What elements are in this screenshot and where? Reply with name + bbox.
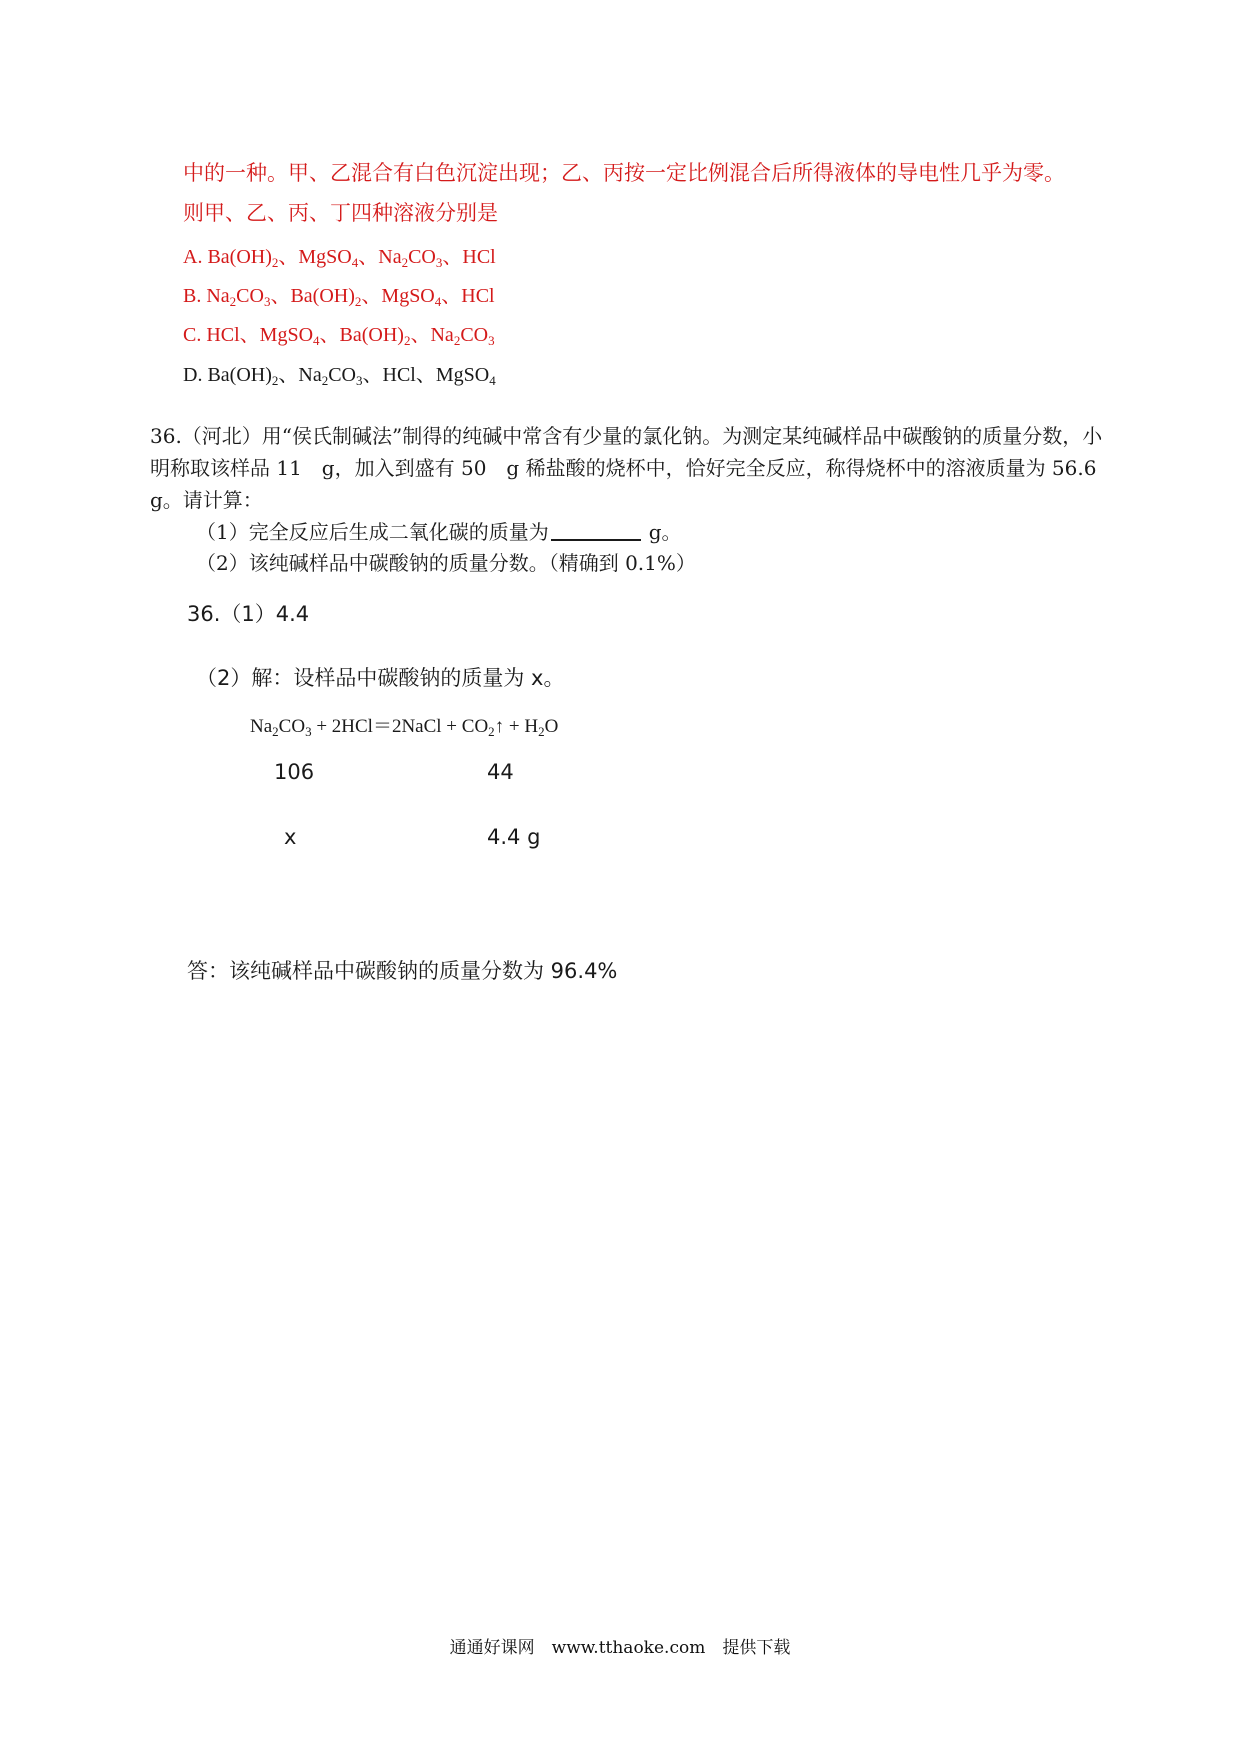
option-a bbox=[183, 240, 496, 269]
subscript: 3 bbox=[263, 294, 271, 309]
formula-text: 、MgSO bbox=[361, 285, 435, 307]
formula-text: Na bbox=[250, 716, 273, 737]
question-35-text-line-1: 中的一种。甲、乙混合有白色沉淀出现；乙、丙按一定比例混合后所得液体的导电性几乎为零。 bbox=[183, 161, 1065, 185]
ratio-bottom-left: x bbox=[284, 825, 297, 849]
ratio-bottom-right: 4.4 g bbox=[487, 825, 541, 849]
subscript: 2 bbox=[488, 724, 495, 739]
formula-text: 、Ba(OH) bbox=[270, 285, 355, 307]
option-label: D. bbox=[183, 364, 208, 386]
formula-text: 、Na bbox=[358, 246, 402, 268]
formula-text: Ba(OH) bbox=[207, 364, 272, 386]
subscript: 2 bbox=[271, 373, 279, 388]
formula-text: Na bbox=[206, 285, 230, 307]
question-36-part-1 bbox=[196, 519, 682, 545]
formula-text: CO bbox=[328, 364, 357, 386]
question-36-part-1-text: （1）完全反应后生成二氧化碳的质量为 bbox=[196, 520, 549, 544]
option-c bbox=[183, 318, 495, 347]
option-label: A. bbox=[183, 246, 208, 268]
subscript: 4 bbox=[313, 333, 320, 348]
chemical-equation bbox=[250, 711, 558, 738]
option-d bbox=[183, 358, 496, 387]
subscript: 2 bbox=[453, 333, 461, 348]
answer-part-2-intro: （2）解：设样品中碳酸钠的质量为 x。 bbox=[196, 666, 565, 690]
formula-text: HCl、MgSO bbox=[206, 324, 314, 346]
subscript: 2 bbox=[401, 255, 409, 270]
subscript: 2 bbox=[403, 333, 411, 348]
ratio-top-right: 44 bbox=[487, 760, 514, 784]
question-36-stem: 36.（河北）用“侯氏制碱法”制得的纯碱中常含有少量的氯化钠。为测定某纯碱样品中碳酸钠的质量分数，小明称取该样品 11 g，加入到盛有 50 g 稀盐酸的烧杯中，恰好完全反应，称得烧杯中的溶液质量为 56.6 g。请计算： bbox=[150, 424, 1117, 512]
formula-text: CO bbox=[236, 285, 264, 307]
subscript: 4 bbox=[489, 373, 496, 388]
formula-text: 、Ba(OH) bbox=[319, 324, 404, 346]
subscript: 2 bbox=[271, 255, 279, 270]
option-label: C. bbox=[183, 324, 207, 346]
formula-text: 、HCl bbox=[441, 285, 495, 307]
subscript: 3 bbox=[435, 255, 443, 270]
subscript: 2 bbox=[229, 294, 237, 309]
question-35-text-line-2: 则甲、乙、丙、丁四种溶液分别是 bbox=[183, 201, 498, 225]
subscript: 4 bbox=[351, 255, 359, 270]
ratio-top-left: 106 bbox=[274, 760, 315, 784]
formula-text: 、HCl、MgSO bbox=[362, 364, 490, 386]
question-36-part-2: （2）该纯碱样品中碳酸钠的质量分数。（精确到 0.1%） bbox=[196, 551, 696, 575]
formula-text: 、Na bbox=[278, 364, 322, 386]
subscript: 2 bbox=[321, 373, 329, 388]
subscript: 3 bbox=[356, 373, 363, 388]
subscript: 2 bbox=[354, 294, 362, 309]
subscript: 2 bbox=[538, 724, 545, 739]
answer-blank bbox=[551, 519, 641, 541]
subscript: 4 bbox=[434, 294, 442, 309]
subscript: 2 bbox=[272, 724, 279, 739]
answer-part-1: 36.（1）4.4 bbox=[187, 602, 310, 626]
formula-text: CO bbox=[278, 716, 306, 737]
formula-text: CO bbox=[460, 324, 489, 346]
subscript: 3 bbox=[488, 333, 495, 348]
formula-text: 、Na bbox=[410, 324, 454, 346]
subscript: 3 bbox=[305, 724, 312, 739]
formula-text: + 2HCl＝2NaCl + CO bbox=[311, 716, 489, 737]
formula-text: ↑ + H bbox=[494, 716, 539, 737]
formula-text: Ba(OH) bbox=[207, 246, 272, 268]
formula-text: 、HCl bbox=[442, 246, 496, 268]
formula-text: CO bbox=[408, 246, 436, 268]
option-b bbox=[183, 279, 495, 308]
formula-text: O bbox=[544, 716, 559, 737]
page-footer: 通通好课网 www.tthaoke.com 提供下载 bbox=[449, 1638, 791, 1658]
option-label: B. bbox=[183, 285, 207, 307]
answer-conclusion: 答：该纯碱样品中碳酸钠的质量分数为 96.4% bbox=[187, 959, 618, 983]
question-36-part-1-unit: g。 bbox=[648, 520, 682, 544]
formula-text: 、MgSO bbox=[278, 246, 352, 268]
